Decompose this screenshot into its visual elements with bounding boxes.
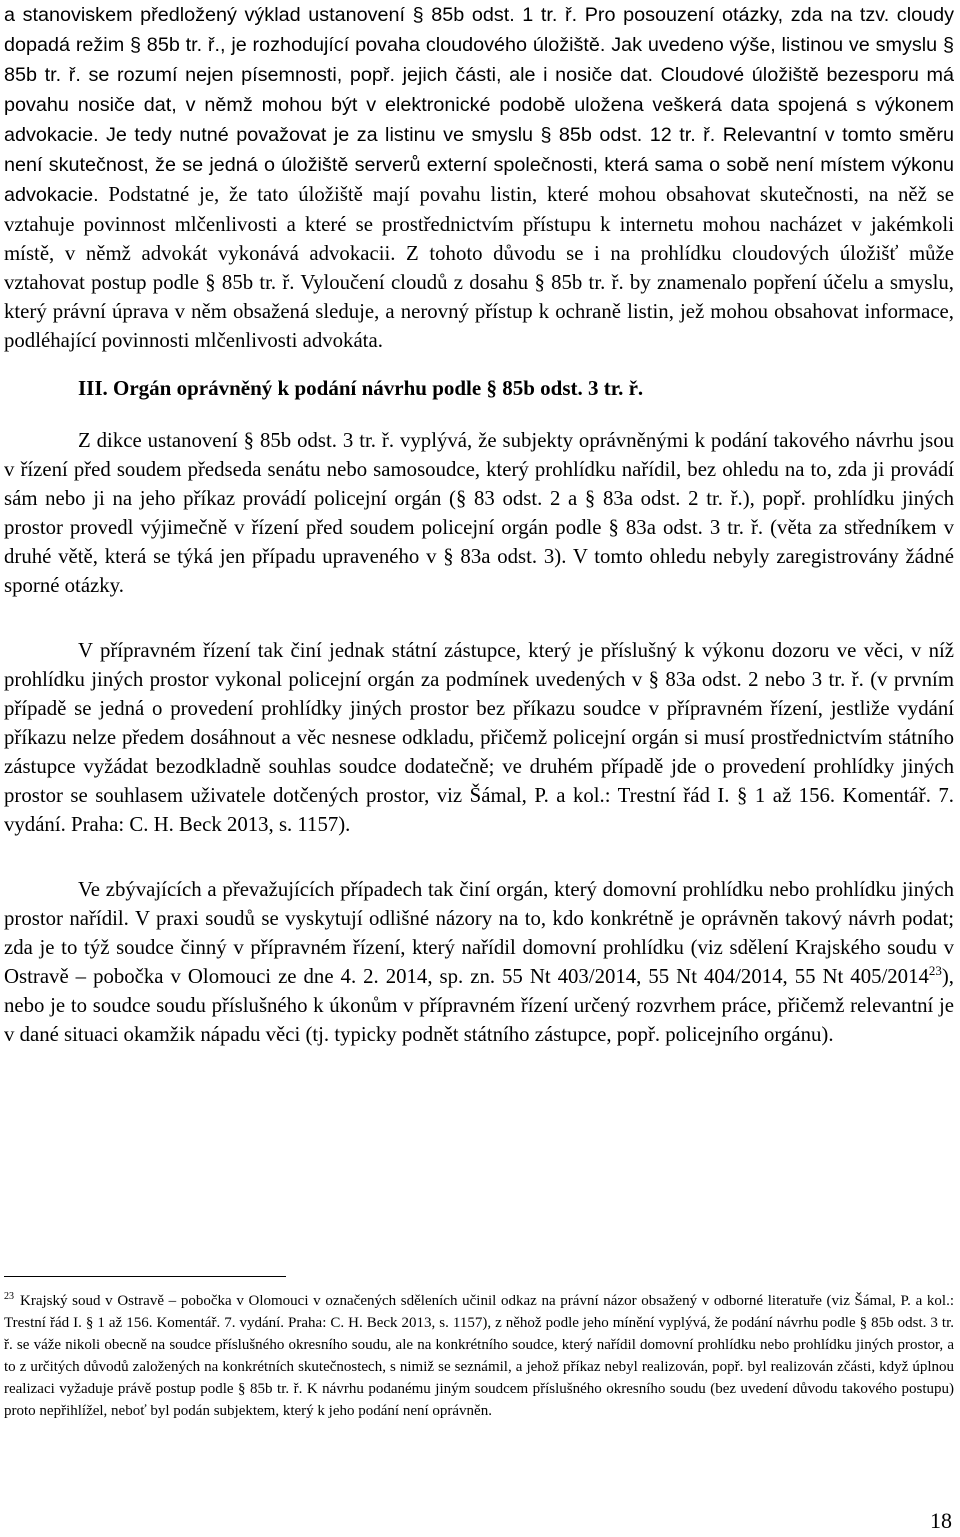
document-body [4, 0, 954, 1049]
paragraph-text-serif: Podstatné je, že tato úložiště mají povahu listin, které mohou obsahovat skutečnosti, na něž se vztahuje povinnost mlčenlivosti a které se prostřednictvím přístupu k internetu mohou nacházet v jakémkoli místě, v němž advokát vykonává advokacii. Z tohoto důvodu se i na prohlídku cloudových úložišť může vztahovat postup podle § 85b tr. ř. Vyloučení cloudů z dosahu § 85b tr. ř. by znamenalo popření účelu a smyslu, který právní úprava v něm obsažená sleduje, a nerovný přístup k ochraně listin, jež mohou obsahovat informace, podléhající povinnosti mlčenlivosti advokáta. [4, 183, 954, 352]
section-heading: III. Orgán oprávněný k podání návrhu podle § 85b odst. 3 tr. ř. [78, 376, 644, 400]
paragraph-court-proceedings: Z dikce ustanovení § 85b odst. 3 tr. ř. vyplývá, že subjekty oprávněnými k podání takového návrhu jsou v řízení před soudem předseda senátu nebo samosoudce, který prohlídku nařídil, bez ohledu na to, zda ji provádí sám nebo ji na jeho příkaz provádí policejní orgán (§ 83 odst. 2 a § 83a odst. 2 tr. ř.), popř. prohlídku jiných prostor provedl výjimečně v řízení před soudem policejní orgán podle § 83a odst. 3 tr. ř. (věta za středníkem v druhé větě, která se týká jen případu upraveného v § 83a odst. 3). V tomto ohledu nebyly zaregistrovány žádné sporné otázky. [4, 429, 954, 597]
footnote-text: Krajský soud v Ostravě – pobočka v Olomouci v označených sděleních učinil odkaz na právní názor obsažený v odborné literatuře (viz Šámal, P. a kol.: Trestní řád I. § 1 až 156. Komentář. 7. vydání. Praha: C. H. Beck 2013, s. 1157), z něhož podle jeho mínění vyplývá, že podání návrhu podle § 85b odst. 3 tr. ř. se váže nikoli obecně na soudce příslušného okresního soudu, ale na konkrétního soudce, který nařídil domovní prohlídku nebo prohlídku jiných prostor, a to z určitých důvodů založených na konkrétních skutečnostech, s nimiž se seznámil, a jehož příkaz nebyl realizován, popř. byl realizován zčásti, když úplnou realizaci vyžaduje právě postup podle § 85b tr. ř. K návrhu podanému jiným soudcem příslušného okresního soudu (bez uvedení důvodu takového postupu) proto nepřihlížel, neboť byl podán subjektem, který k jeho podání není oprávněn. [4, 1293, 954, 1419]
page-number: 18 [930, 1508, 952, 1533]
paragraph-remaining-cases [4, 875, 954, 1049]
footnote-separator [4, 1276, 286, 1277]
footnote-mark: 23 [4, 1291, 14, 1302]
paragraph-pretrial-proceedings: V přípravném řízení tak činí jednak státní zástupce, který je příslušný k výkonu dozoru ve věci, v níž prohlídku jiných prostor vykonal policejní orgán za podmínek uvedených v § 83a odst. 2 nebo 3 tr. ř. (v prvním případě se jedná o provedení prohlídky jiných prostor bez příkazu soudce v přípravném řízení, jestliže vydání příkazu nelze předem dosáhnout a věc nesnese odkladu, přičemž policejní orgán si musí prostřednictvím státního zástupce vyžádat bezodkladně souhlas soudce dodatečně; ve druhém případě jde o provedení prohlídky jiných prostor se souhlasem uživatele dotčených prostor, viz Šámal, P. a kol.: Trestní řád I. § 1 až 156. Komentář. 7. vydání. Praha: C. H. Beck 2013, s. 1157). [4, 639, 954, 836]
paragraph-cloud-storage [4, 0, 954, 355]
footnote-reference[interactable]: 23 [928, 963, 942, 979]
paragraph-text: Ve zbývajících a převažujících případech tak činí orgán, který domovní prohlídku nebo prohlídku jiných prostor nařídil. V praxi soudů se vyskytují odlišné názory na to, kdo konkrétně je oprávněn takový návrh podat; zda je to týž soudce činný v přípravném řízení, který nařídil domovní prohlídku (viz sdělení Krajského soudu v Ostravě – pobočka v Olomouci ze dne 4. 2. 2014, sp. zn. 55 Nt 403/2014, 55 Nt 404/2014, 55 Nt 405/2014 [4, 878, 954, 988]
footnote [4, 1290, 954, 1422]
paragraph-text-sans: a stanoviskem předložený výklad ustanovení § 85b odst. 1 tr. ř. Pro posouzení otázky, zda na tzv. cloudy dopadá režim § 85b tr. ř., je rozhodující povaha cloudového úložiště. Jak uvedeno výše, listinou ve smyslu § 85b tr. ř. se rozumí nejen písemnosti, popř. jejich části, ale i nosiče dat. Cloudové úložiště bezesporu má povahu nosiče dat, v němž mohou být v elektronické podobě uložena veškerá data spojená s výkonem advokacie. Je tedy nutné považovat je za listinu ve smyslu § 85b odst. 12 tr. ř. Relevantní v tomto směru není skutečnost, že se jedná o úložiště serverů externí společnosti, která sama o sobě není místem výkonu advokacie. [4, 4, 954, 206]
paragraph-text-continued: ), nebo je to soudce soudu příslušného k úkonům v přípravném řízení určený rozvrhem práce, přičemž relevantní je v dané situaci okamžik nápadu věci (tj. typicky podnět státního zástupce, popř. policejního orgánu). [4, 965, 954, 1046]
